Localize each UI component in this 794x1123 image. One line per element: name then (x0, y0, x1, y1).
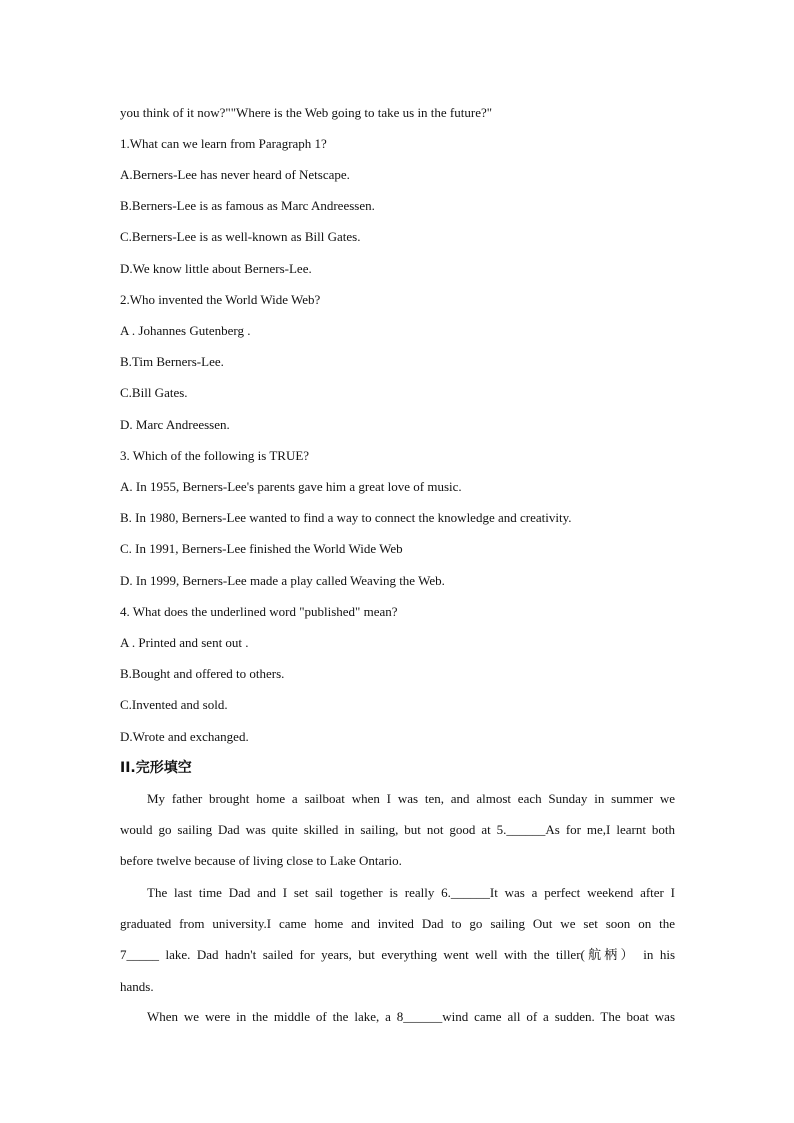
question-3-option-c: C. In 1991, Berners-Lee finished the World Wide Web (120, 541, 403, 556)
passage-line: My father brought home a sailboat when I was ten, and almost each Sunday in summer we (147, 791, 675, 806)
question-3-option-b: B. In 1980, Berners-Lee wanted to find a way to connect the knowledge and creativity. (120, 510, 572, 525)
section-heading: II.完形填空 (120, 760, 192, 776)
passage-line: The last time Dad and I set sail together is really 6.______It was a perfect weekend after I (147, 885, 675, 900)
passage-paragraph-1 (120, 783, 675, 877)
question-2-option-d: D. Marc Andreessen. (120, 417, 230, 432)
question-2-option-c: C.Bill Gates. (120, 385, 188, 400)
question-4-stem: 4. What does the underlined word "published" mean? (120, 604, 398, 619)
question-3-option-d: D. In 1999, Berners-Lee made a play called Weaving the Web. (120, 573, 445, 588)
question-3-stem: 3. Which of the following is TRUE? (120, 448, 310, 463)
passage-line: would go sailing Dad was quite skilled in sailing, but not good at 5.______As for me,I learnt both (120, 822, 675, 838)
passage-line: before twelve because of living close to Lake Ontario. (120, 853, 402, 869)
question-1-stem: 1.What can we learn from Paragraph 1? (120, 136, 327, 151)
question-1-option-b: B.Berners-Lee is as famous as Marc Andreessen. (120, 198, 375, 213)
intro-line: you think of it now?""Where is the Web going to take us in the future?" (120, 105, 493, 120)
passage-paragraph-2 (120, 877, 675, 1002)
passage-paragraph-3 (120, 1001, 675, 1032)
question-1-option-c: C.Berners-Lee is as well-known as Bill Gates. (120, 229, 361, 244)
question-4-option-d: D.Wrote and exchanged. (120, 729, 249, 744)
question-1-option-a: A.Berners-Lee has never heard of Netscape. (120, 167, 350, 182)
question-4-option-c: C.Invented and sold. (120, 697, 228, 712)
question-2-stem: 2.Who invented the World Wide Web? (120, 292, 321, 307)
passage-line: hands. (120, 978, 154, 994)
passage-line: graduated from university.I came home and invited Dad to go sailing Out we set soon on the (120, 916, 675, 932)
question-2-option-a: A . Johannes Gutenberg . (120, 323, 251, 338)
passage-line: When we were in the middle of the lake, a 8______wind came all of a sudden. The boat was (147, 1009, 675, 1024)
passage-line: 7_____ lake. Dad hadn't sailed for years, but everything went well with the tiller(航柄） in his (120, 947, 675, 963)
question-4-option-b: B.Bought and offered to others. (120, 666, 285, 681)
question-3-option-a: A. In 1955, Berners-Lee's parents gave him a great love of music. (120, 479, 462, 494)
question-2-option-b: B.Tim Berners-Lee. (120, 354, 224, 369)
question-4-option-a: A . Printed and sent out . (120, 635, 249, 650)
question-1-option-d: D.We know little about Berners-Lee. (120, 261, 312, 276)
